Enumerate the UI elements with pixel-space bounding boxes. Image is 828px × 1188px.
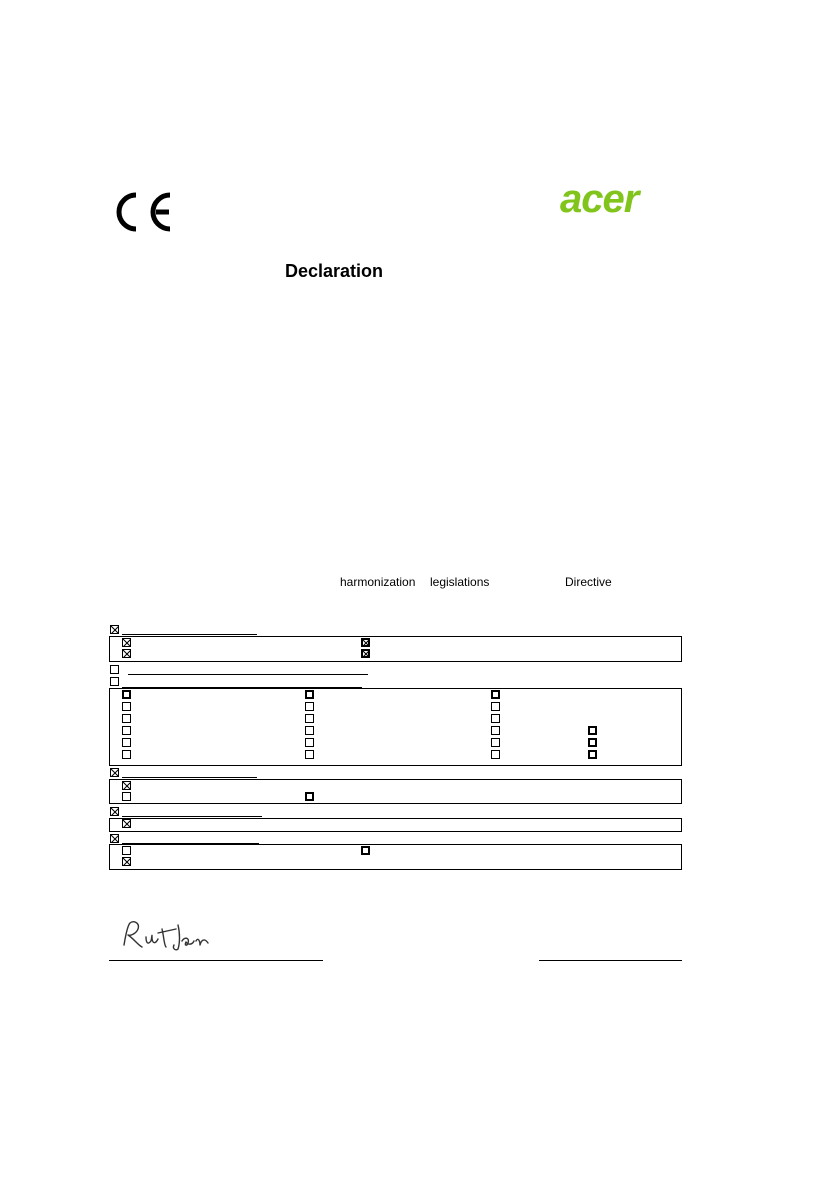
section-3-item-checkbox[interactable] xyxy=(122,702,131,711)
section-1-item-checkbox[interactable] xyxy=(361,638,370,647)
section-4-item-checkbox[interactable] xyxy=(122,792,131,801)
section-2-checkbox[interactable] xyxy=(110,665,119,674)
section-3-item-checkbox[interactable] xyxy=(491,738,500,747)
signature-image xyxy=(118,915,218,955)
section-6-checkbox[interactable] xyxy=(110,834,119,843)
section-3-item-checkbox[interactable] xyxy=(491,690,500,699)
section-3-item-checkbox[interactable] xyxy=(491,750,500,759)
section-3-item-checkbox[interactable] xyxy=(491,702,500,711)
section-6-item-checkbox[interactable] xyxy=(361,846,370,855)
section-3-item-checkbox[interactable] xyxy=(588,738,597,747)
section-3-item-checkbox[interactable] xyxy=(305,726,314,735)
section-3-item-checkbox[interactable] xyxy=(122,690,131,699)
section-4-checkbox[interactable] xyxy=(110,768,119,777)
harmonization-word: harmonization xyxy=(340,575,416,589)
section-1-item-checkbox[interactable] xyxy=(361,649,370,658)
section-3-item-checkbox[interactable] xyxy=(122,750,131,759)
section-5-heading-underline xyxy=(122,816,262,817)
directive-word: Directive xyxy=(565,575,612,589)
signature-line xyxy=(109,960,323,961)
section-2-heading-underline xyxy=(128,674,368,675)
section-3-item-checkbox[interactable] xyxy=(491,726,500,735)
section-3-item-checkbox[interactable] xyxy=(305,690,314,699)
page-title: Declaration xyxy=(285,261,384,281)
section-3-item-checkbox[interactable] xyxy=(122,726,131,735)
section-1-checkbox[interactable] xyxy=(110,625,119,634)
section-1-heading-underline xyxy=(122,634,257,635)
section-4-item-checkbox[interactable] xyxy=(305,792,314,801)
section-3-item-checkbox[interactable] xyxy=(305,738,314,747)
section-4-heading-underline xyxy=(122,777,257,778)
section-3-item-checkbox[interactable] xyxy=(588,750,597,759)
section-1-item-checkbox[interactable] xyxy=(122,638,131,647)
section-4-box xyxy=(109,779,682,804)
section-1-box xyxy=(109,636,682,662)
section-5-box xyxy=(109,818,682,832)
section-3-checkbox[interactable] xyxy=(110,677,119,686)
section-4-item-checkbox[interactable] xyxy=(122,781,131,790)
svg-text:acer: acer xyxy=(560,178,639,220)
section-3-item-checkbox[interactable] xyxy=(305,714,314,723)
section-3-item-checkbox[interactable] xyxy=(491,714,500,723)
ce-mark-logo xyxy=(112,190,176,234)
section-3-item-checkbox[interactable] xyxy=(588,726,597,735)
section-6-box xyxy=(109,844,682,870)
section-5-item-checkbox[interactable] xyxy=(122,819,131,828)
legislations-word: legislations xyxy=(430,575,490,589)
section-6-item-checkbox[interactable] xyxy=(122,857,131,866)
section-5-checkbox[interactable] xyxy=(110,807,119,816)
section-1-item-checkbox[interactable] xyxy=(122,649,131,658)
section-3-item-checkbox[interactable] xyxy=(305,750,314,759)
section-6-item-checkbox[interactable] xyxy=(122,846,131,855)
section-3-item-checkbox[interactable] xyxy=(305,702,314,711)
date-line xyxy=(539,960,682,961)
acer-logo xyxy=(558,178,676,220)
section-3-item-checkbox[interactable] xyxy=(122,714,131,723)
section-3-item-checkbox[interactable] xyxy=(122,738,131,747)
